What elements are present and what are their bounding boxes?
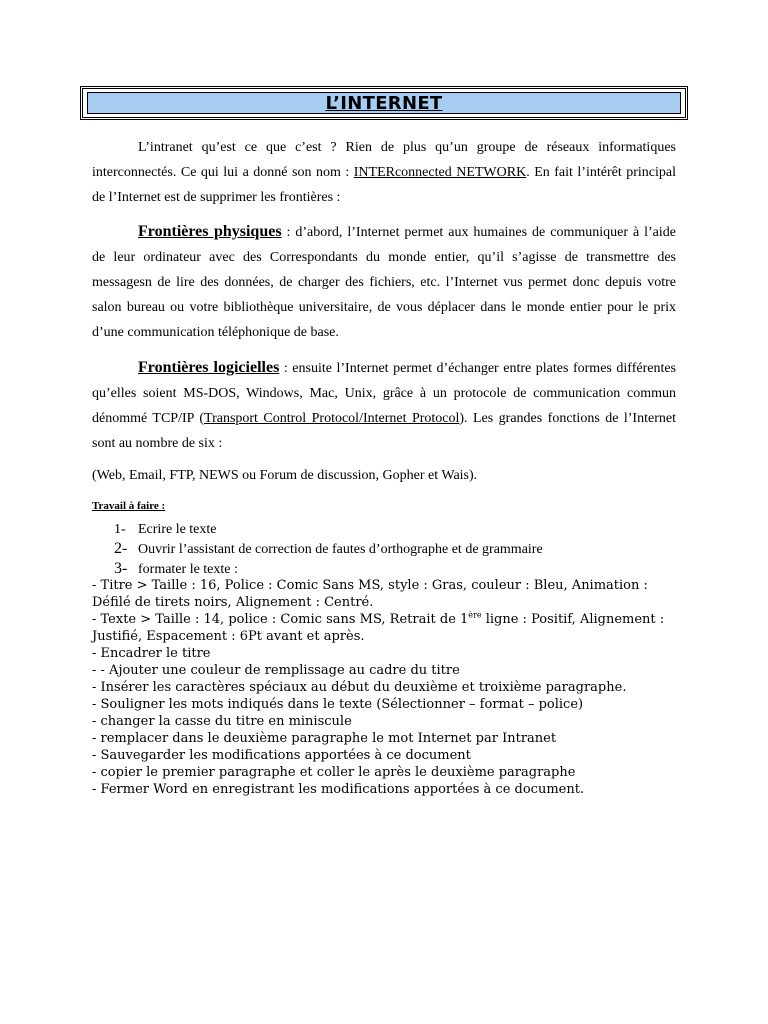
task-item: - remplacer dans le deuxième paragraphe le mot Internet par Intranet — [92, 731, 557, 746]
p1-underlined-term: INTERconnected NETWORK — [353, 165, 527, 180]
list-item: 2- Ouvrir l’assistant de correction de fautes d’orthographe et de grammaire — [114, 540, 543, 557]
task-list — [92, 577, 680, 798]
list-item: 1- Ecrire le texte — [114, 522, 217, 537]
task-item: - Encadrer le titre — [92, 646, 211, 661]
p3-underlined-term: Transport Control Protocol/Internet Protocol — [204, 411, 460, 426]
work-heading: Travail à faire : — [92, 500, 166, 512]
p3-text-a: : ensuite l’Internet permet d’échanger entre plates formes différentes qu’elles soient MS-DOS, Windows, Mac, Unix, grâce à un protocole de communication commun dénommé TCP/IP ( — [92, 361, 676, 426]
task-item: - Insérer les caractères spéciaux au début du deuxième et troixième paragraphe. — [92, 680, 627, 695]
p2-text: : d’abord, l’Internet permet aux humaines de communiquer à l’aide de leur ordinateur avec des Correspondants du monde entier, qu’il s’agisse de transmettre des messagesn de lire des données, de charger des fichiers, etc. l’Internet vus permet donc depuis votre salon bureau ou votre bibliothèque universitaire, de vous déplacer dans le monde entier pour le prix d’une communication téléphonique de base. — [92, 225, 676, 340]
paragraph-4: (Web, Email, FTP, NEWS ou Forum de discussion, Gopher et Wais). — [92, 468, 478, 483]
p1-text-a: L’intranet qu’est ce que c’est ? Rien de plus qu’un groupe de réseaux informatiques interconnectés. Ce qui lui a donné son nom : — [92, 140, 676, 180]
heading-software-borders: Frontières logicielles — [138, 359, 280, 376]
task-item: - Fermer Word en enregistrant les modifications apportées à ce document. — [92, 782, 585, 797]
task-item: - copier le premier paragraphe et coller le après le deuxième paragraphe — [92, 765, 576, 780]
task-item: - Sauvegarder les modifications apportées à ce document — [92, 748, 471, 763]
task-item: - - Ajouter une couleur de remplissage au cadre du titre — [92, 663, 460, 678]
list-item: 3- formater le texte : — [114, 560, 238, 577]
task-item: - changer la casse du titre en miniscule — [92, 714, 352, 729]
page-title: L’INTERNET — [325, 92, 443, 114]
task-item: - Titre > Taille : 16, Police : Comic Sans MS, style : Gras, couleur : Bleu, Animation : Défilé de tirets noirs, Alignement : Centré. — [92, 578, 648, 610]
task-item: - Texte > Taille : 14, police : Comic sans MS, Retrait de 1ère ligne : Positif, Alignement : Justifié, Espacement : 6Pt avant et après. — [92, 610, 665, 644]
title-frame — [80, 86, 688, 120]
p1-text-b: . En fait l’intérêt principal de l’Internet est de supprimer les frontières : — [92, 165, 676, 205]
steps-list — [114, 520, 543, 579]
p3-text-b: ). Les grandes fonctions de l’Internet sont au nombre de six : — [92, 411, 676, 451]
paragraph-2 — [92, 219, 676, 345]
paragraph-1 — [92, 135, 676, 210]
task-item: - Souligner les mots indiqués dans le texte (Sélectionner – format – police) — [92, 697, 584, 712]
paragraph-3 — [92, 355, 676, 456]
heading-physical-borders: Frontières physiques — [138, 223, 282, 240]
title-fill — [87, 92, 681, 114]
